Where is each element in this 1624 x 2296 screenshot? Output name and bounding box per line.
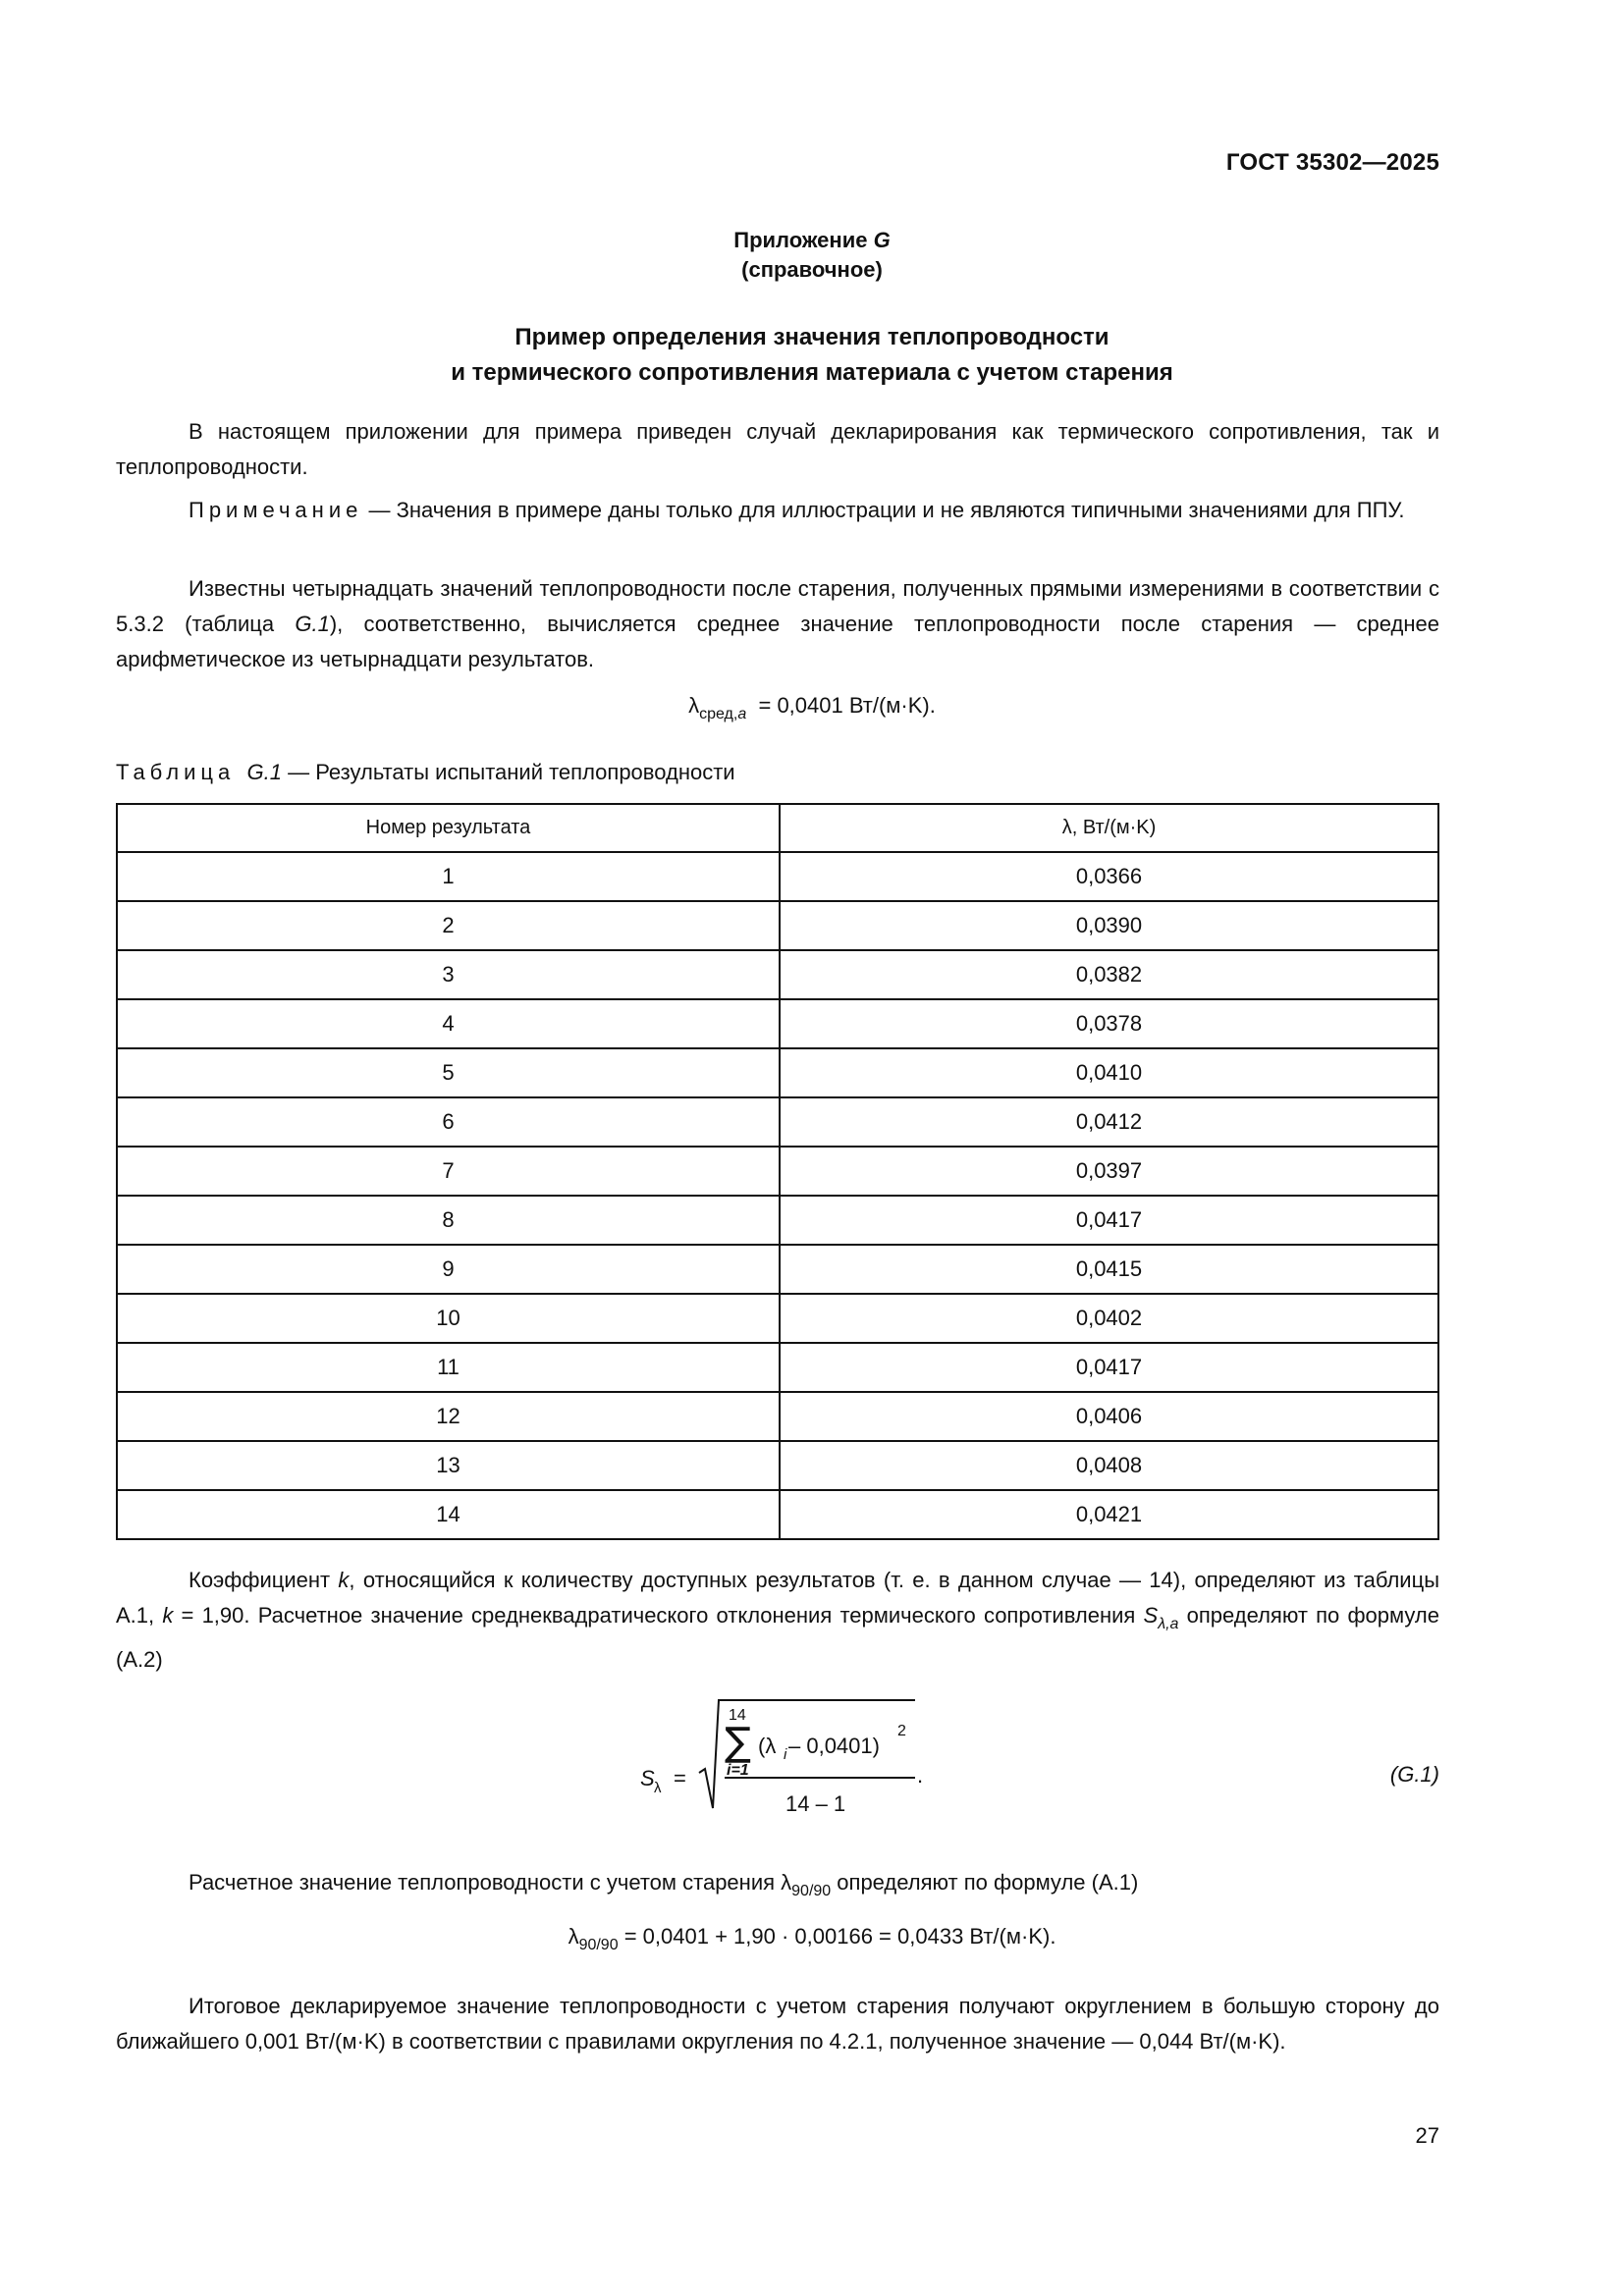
result-number: 4	[117, 999, 780, 1048]
annex-title-line1: Пример определения значения теплопроводности	[514, 324, 1110, 350]
coeff-text-c: = 1,90. Расчетное значение среднеквадратического отклонения термического сопротивления	[173, 1603, 1144, 1628]
standard-id: ГОСТ 35302—2025	[1225, 149, 1439, 176]
numerator-rest: – 0,0401)	[788, 1734, 880, 1758]
table-row	[117, 1048, 1438, 1097]
design-lambda: λ	[568, 1924, 579, 1949]
annex-letter: G	[873, 228, 891, 252]
mean-subscript: сред,	[699, 706, 738, 722]
result-number: 2	[117, 901, 780, 950]
coeff-text-d: определяют по формуле (А.2)	[116, 1603, 1439, 1672]
coeff-k2: k	[162, 1603, 174, 1628]
formula-end: .	[917, 1763, 924, 1788]
intro-text: В настоящем приложении для примера приведен случай декларирования как термического сопротивления, так и теплопроводности.	[116, 419, 1439, 479]
coeff-text-b: , относящийся к количеству доступных результатов (т. е. в данном случае — 14), определяют из таблицы А.1,	[116, 1568, 1440, 1628]
result-value: 0,0421	[780, 1490, 1438, 1539]
result-value: 0,0382	[780, 950, 1438, 999]
header-lambda: λ, Вт/(м·K)	[780, 804, 1438, 852]
result-value: 0,0366	[780, 852, 1438, 901]
table-caption-text: — Результаты испытаний теплопроводности	[288, 760, 735, 784]
result-value: 0,0406	[780, 1392, 1438, 1441]
result-number: 5	[117, 1048, 780, 1097]
formula-equals: =	[674, 1766, 686, 1790]
final-text: Итоговое декларируемое значение теплопроводности с учетом старения получают округлением в большую сторону до ближайшего 0,001 Вт/(м·K) в соответствии с правилами округления по 4.2.1, полученное значение — 0,044 Вт/(м·K).	[116, 1994, 1439, 2054]
known-text-a: Известны четырнадцать значений теплопроводности после старения, полученных прямыми измерениями в соответствии с 5.3.2 (таблица	[116, 576, 1439, 636]
note-text: — Значения в примере даны только для иллюстрации и не являются типичными значениями для ППУ.	[368, 498, 1405, 522]
result-number: 10	[117, 1294, 780, 1343]
mean-formula	[0, 693, 1624, 723]
table-row	[117, 1147, 1438, 1196]
annex-title	[0, 320, 1624, 391]
design-text-b: определяют по формуле (А.1)	[831, 1870, 1139, 1895]
table-header-row	[117, 804, 1438, 852]
header-result-number: Номер результата	[117, 804, 780, 852]
annex-heading	[0, 226, 1624, 285]
table-row	[117, 999, 1438, 1048]
result-number: 11	[117, 1343, 780, 1392]
result-number: 13	[117, 1441, 780, 1490]
table-row	[117, 950, 1438, 999]
table-reference: G.1	[295, 612, 330, 636]
sum-lower: i=1	[727, 1762, 749, 1779]
note-paragraph	[116, 493, 1439, 528]
mean-subscript-a: a	[737, 706, 747, 722]
design-text-a: Расчетное значение теплопроводности с учетом старения λ	[189, 1870, 792, 1895]
intro-paragraph	[116, 414, 1439, 485]
table-row	[117, 852, 1438, 901]
result-number: 14	[117, 1490, 780, 1539]
table-row	[117, 1441, 1438, 1490]
result-value: 0,0390	[780, 901, 1438, 950]
result-value: 0,0397	[780, 1147, 1438, 1196]
sum-upper: 14	[729, 1707, 746, 1724]
result-value: 0,0408	[780, 1441, 1438, 1490]
design-formula	[0, 1924, 1624, 1954]
result-value: 0,0412	[780, 1097, 1438, 1147]
result-value: 0,0417	[780, 1343, 1438, 1392]
table-row	[117, 901, 1438, 950]
result-value: 0,0410	[780, 1048, 1438, 1097]
table-caption-label: Таблица	[116, 760, 236, 784]
coeff-s-symbol: S	[1143, 1603, 1159, 1628]
sigma-symbol: ∑	[725, 1720, 751, 1765]
table-row	[117, 1392, 1438, 1441]
formula-lhs-sub: λ	[654, 1780, 662, 1796]
design-lambda-sub: 90/90	[578, 1937, 619, 1953]
table-row	[117, 1245, 1438, 1294]
result-value: 0,0378	[780, 999, 1438, 1048]
mean-value: = 0,0401 Вт/(м·K).	[758, 693, 936, 718]
table-caption	[116, 760, 735, 785]
denominator: 14 – 1	[785, 1791, 846, 1816]
design-formula-rhs: = 0,0401 + 1,90 · 0,00166 = 0,0433 Вт/(м·K).	[618, 1924, 1056, 1949]
coefficient-paragraph	[116, 1563, 1439, 1678]
numerator-open: (λ	[758, 1734, 777, 1758]
result-value: 0,0402	[780, 1294, 1438, 1343]
numerator-sub: i	[784, 1746, 787, 1763]
table-row	[117, 1097, 1438, 1147]
result-number: 9	[117, 1245, 780, 1294]
known-text-b: ), соответственно, вычисляется среднее значение теплопроводности после старения — среднее арифметическое из четырнадцати результатов.	[116, 612, 1440, 671]
result-number: 6	[117, 1097, 780, 1147]
design-value-paragraph	[116, 1865, 1439, 1909]
result-number: 7	[117, 1147, 780, 1196]
formula-lhs: S	[640, 1766, 655, 1790]
results-table	[116, 803, 1439, 1540]
result-value: 0,0415	[780, 1245, 1438, 1294]
coeff-s-sub: λ,a	[1158, 1616, 1179, 1632]
annex-title-line2: и термического сопротивления материала с учетом старения	[451, 359, 1173, 386]
equation-number: (G.1)	[1389, 1762, 1439, 1787]
final-paragraph	[116, 1989, 1439, 2059]
table-caption-id: G.1	[246, 760, 282, 784]
result-number: 3	[117, 950, 780, 999]
lambda-symbol: λ	[688, 693, 700, 718]
page-number: 27	[1415, 2123, 1439, 2148]
table-row	[117, 1490, 1438, 1539]
note-label: Примечание	[189, 498, 363, 522]
table-row	[117, 1343, 1438, 1392]
result-value: 0,0417	[780, 1196, 1438, 1245]
std-dev-formula	[589, 1681, 982, 1828]
table-row	[117, 1294, 1438, 1343]
annex-label: Приложение	[733, 228, 868, 252]
design-sub: 90/90	[791, 1883, 832, 1899]
table-row	[117, 1196, 1438, 1245]
known-values-paragraph	[116, 571, 1439, 677]
annex-status: (справочное)	[741, 257, 883, 282]
result-number: 8	[117, 1196, 780, 1245]
coeff-text-a: Коэффициент	[189, 1568, 339, 1592]
coeff-k: k	[338, 1568, 350, 1592]
result-number: 1	[117, 852, 780, 901]
power: 2	[897, 1723, 906, 1739]
result-number: 12	[117, 1392, 780, 1441]
